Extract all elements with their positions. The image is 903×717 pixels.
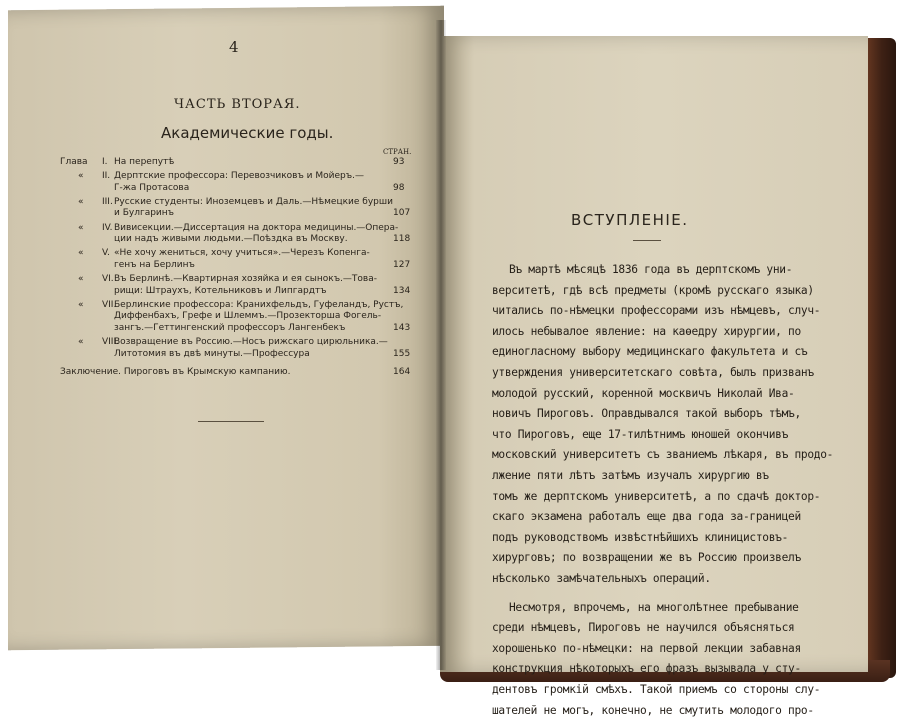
body-line: лжение пяти лѣтъ затѣмъ изучалъ хирургию въ — [492, 469, 769, 482]
toc-label: Глава — [60, 157, 88, 167]
body-line: новичъ Пироговъ. Оправдывался такой выборъ тѣмъ, — [492, 407, 801, 421]
toc-page-number: 127 — [393, 259, 411, 270]
toc-page-number: 98 — [393, 182, 405, 193]
toc-roman-numeral: VIII. — [102, 336, 119, 347]
toc-title-line: Дерптские профессора: Перевозчиковъ и Мойеръ.— — [114, 171, 364, 182]
toc-ditto-mark: « — [78, 336, 84, 347]
body-line: московский университетъ съ званиемъ лѣкаря, въ продо- — [492, 448, 834, 462]
body-line: Въ мартѣ мѣсяцѣ 1836 года въ дерптскомъ уни- — [509, 263, 793, 276]
toc-roman-numeral: IV. — [102, 222, 113, 233]
body-line: верситетѣ, гдѣ всѣ предметы (кромѣ русскаго языка) — [492, 283, 814, 297]
heading-rule — [633, 240, 661, 241]
chapter-heading: ВСТУПЛЕНІЕ. — [571, 211, 689, 229]
body-line: Несмотря, впрочемъ, на многолѣтнее пребывание — [509, 600, 799, 614]
toc-title-line: ции надъ живыми людьми.—Поѣздка въ Москву. — [114, 234, 348, 245]
toc-roman-numeral: V. — [102, 248, 110, 259]
toc-ditto-mark: « — [78, 248, 84, 259]
book-gutter — [436, 20, 446, 670]
toc-title-line: Возвращение въ Россию.—Носъ рижскаго цирюльника.— — [114, 336, 388, 347]
toc-title-line: зангъ.—Геттингенский профессоръ Лангенбекъ — [114, 322, 346, 333]
toc-title-line: Русские студенты: Иноземцевъ и Даль.—Нѣмецкие бурши — [114, 196, 393, 207]
body-line: что Пироговъ, еще 17-тилѣтнимъ юношей окончивъ — [492, 427, 789, 441]
section-title: Академические годы. — [161, 124, 334, 142]
toc-roman-numeral: I. — [102, 157, 108, 167]
body-line: хорошенько по-нѣмецки: на первой лекции забавная — [492, 641, 801, 655]
toc-ditto-mark: « — [78, 171, 84, 182]
toc-title-line: Вивисекции.—Диссертация на доктора медицины.—Опера- — [114, 222, 399, 233]
toc-title-line: Литотомия въ двѣ минуты.—Профессура — [114, 348, 310, 359]
toc-page-number: 134 — [393, 285, 411, 296]
toc-title-line: генъ на Берлинъ — [114, 259, 195, 270]
toc-roman-numeral: VII. — [102, 299, 117, 310]
body-line: скаго экзамена работалъ еще два года за-границей — [492, 510, 801, 524]
toc-page-number: 155 — [393, 348, 411, 359]
body-line: утверждения университетскаго совѣта, былъ призванъ — [492, 366, 814, 379]
body-line: хирурговъ; по возвращении же въ Россию произвелъ — [492, 551, 801, 565]
toc-ditto-mark: « — [78, 299, 84, 310]
page-number: 4 — [229, 38, 239, 56]
toc-page-number: 107 — [393, 208, 411, 219]
body-line: подъ руководствомъ извѣстнѣйшихъ клиницистовъ- — [492, 530, 789, 544]
body-line: илось небывалое явление: на каѳедру хирургии, по — [492, 324, 801, 338]
part-title: ЧАСТЬ ВТОРАЯ. — [174, 97, 301, 112]
toc-page-number: 143 — [393, 322, 411, 333]
toc-page-number: 93 — [393, 157, 405, 167]
toc-title-line: и Булгаринъ — [114, 208, 175, 219]
body-line: нѣсколько замѣчательныхъ операций. — [492, 572, 711, 585]
toc-title-line: «Не хочу жениться, хочу учиться».—Черезъ Копенга- — [114, 248, 370, 259]
body-line: читались по-нѣмецки профессорами изъ нѣмцевъ, случ- — [492, 304, 821, 318]
divider-rule — [198, 421, 264, 422]
toc-roman-numeral: III. — [102, 196, 113, 207]
toc-title-line: Диффенбахъ, Грефе и Шлеммъ.—Прозекторша Фогель- — [114, 311, 382, 322]
body-line: молодой русский, коренной москвичъ Николай Ива- — [492, 386, 795, 400]
body-line: дентовъ громкій смѣхъ. Такой приемъ со стороны слу- — [492, 683, 821, 696]
toc-page-number: 118 — [393, 234, 411, 245]
body-line: единогласному выбору медицинскаго факультета и съ — [492, 345, 808, 359]
toc-ditto-mark: « — [78, 196, 84, 207]
toc-conclusion-page: 164 — [393, 366, 411, 377]
body-line: шателей не могъ, конечно, не смутить молодого про- — [492, 703, 814, 717]
toc-title-line: На перепутѣ — [114, 157, 175, 167]
toc-title-line: Берлинские профессора: Кранихфельдъ, Гуфеландъ, Рустъ, — [114, 299, 404, 310]
toc-roman-numeral: VI. — [102, 273, 114, 284]
toc-ditto-mark: « — [78, 222, 84, 233]
body-line: томъ же дерптскомъ университетѣ, а по сдачѣ доктор- — [492, 489, 821, 503]
body-line: среди нѣмцевъ, Пироговъ не научился объясняться — [492, 621, 795, 635]
toc-title-line: рищи: Штраухъ, Котельниковъ и Липгардтъ — [114, 285, 327, 296]
toc-roman-numeral: II. — [102, 171, 111, 182]
toc-ditto-mark: « — [78, 273, 84, 284]
toc-title-line: Г-жа Протасова — [114, 182, 190, 193]
toc-title-line: Въ Берлинѣ.—Квартирная хозяйка и ея сынокъ.—Това- — [114, 273, 377, 284]
toc-conclusion: Заключение. Пироговъ въ Крымскую кампанию. — [60, 366, 291, 377]
pages-column-header: СТРАН. — [383, 148, 412, 156]
body-line: конструкция нѣкоторыхъ его фразъ вызывала у сту- — [492, 662, 801, 676]
